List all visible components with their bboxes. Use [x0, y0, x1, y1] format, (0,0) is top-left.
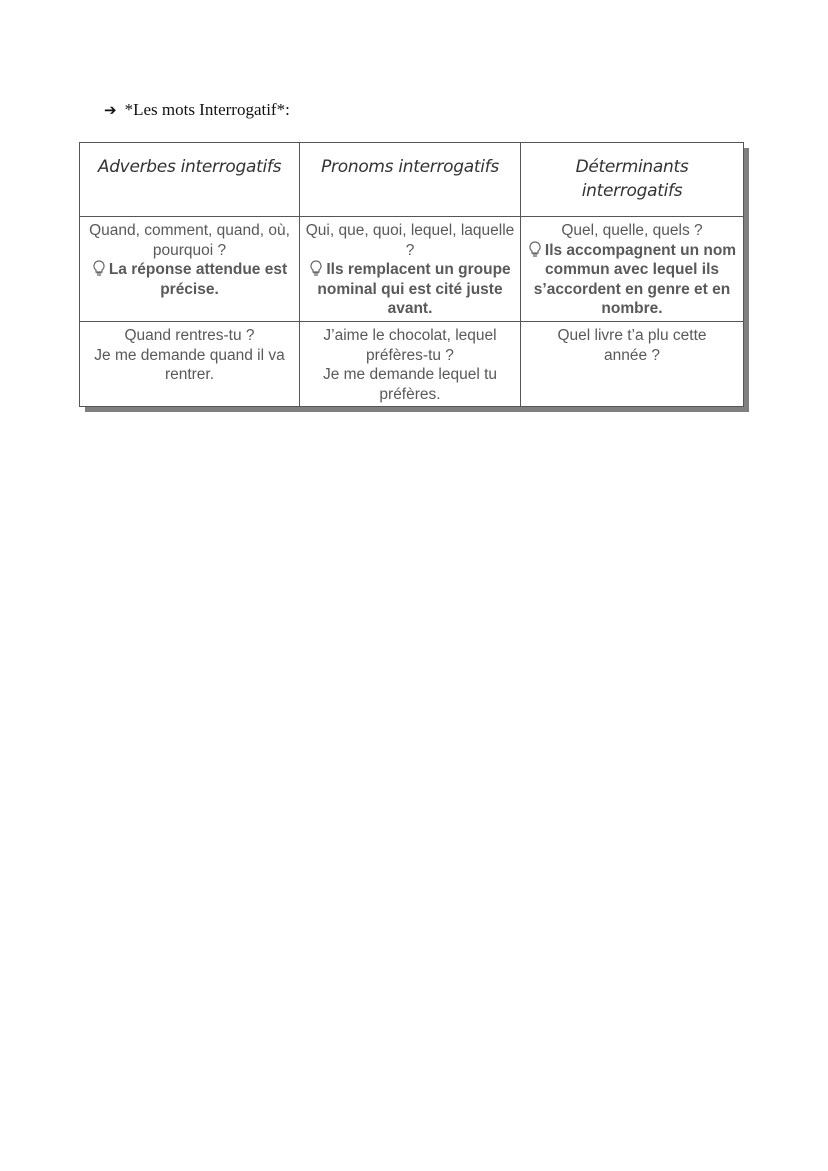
definition-note: Ils remplacent un groupe nominal qui est cité juste avant.	[317, 261, 511, 317]
definition-words: Quand, comment, quand, où, pourquoi ?	[89, 222, 290, 259]
section-heading	[104, 100, 290, 120]
right-arrow-icon: ➔	[104, 101, 117, 119]
table-grid	[79, 142, 744, 407]
example-cell-adverbes	[80, 322, 300, 407]
header-determinants: Déterminants interrogatifs	[521, 143, 744, 217]
header-adverbes: Adverbes interrogatifs	[80, 143, 300, 217]
example-line: Je me demande quand il va rentrer.	[94, 346, 285, 383]
lightbulb-icon	[528, 241, 542, 257]
example-line: J’aime le chocolat, lequel préfères-tu ?	[323, 327, 497, 364]
definition-note: La réponse attendue est précise.	[108, 261, 288, 298]
definition-note: Ils accompagnent un nom commun avec lequel ils s’accordent en genre et en nombre.	[533, 241, 737, 317]
definition-cell-pronoms	[300, 217, 521, 322]
example-line: Je me demande lequel tu préfères.	[322, 366, 498, 403]
example-line: Quand rentres-tu ?	[124, 327, 255, 344]
example-cell-determinants	[521, 322, 744, 407]
interrogative-words-table	[79, 142, 743, 406]
definition-row	[80, 217, 744, 322]
definition-cell-adverbes	[80, 217, 300, 322]
example-cell-pronoms	[300, 322, 521, 407]
example-row	[80, 322, 744, 407]
section-heading-text: *Les mots Interrogatif*:	[124, 100, 290, 119]
definition-words: Qui, que, quoi, lequel, laquelle ?	[305, 222, 515, 259]
header-pronoms: Pronoms interrogatifs	[300, 143, 521, 217]
example-line: Quel livre t’a plu cette année ?	[557, 327, 707, 364]
table-header-row	[80, 143, 744, 217]
definition-cell-determinants	[521, 217, 744, 322]
lightbulb-icon	[92, 260, 106, 276]
lightbulb-icon	[309, 260, 323, 276]
definition-words: Quel, quelle, quels ?	[561, 222, 703, 239]
